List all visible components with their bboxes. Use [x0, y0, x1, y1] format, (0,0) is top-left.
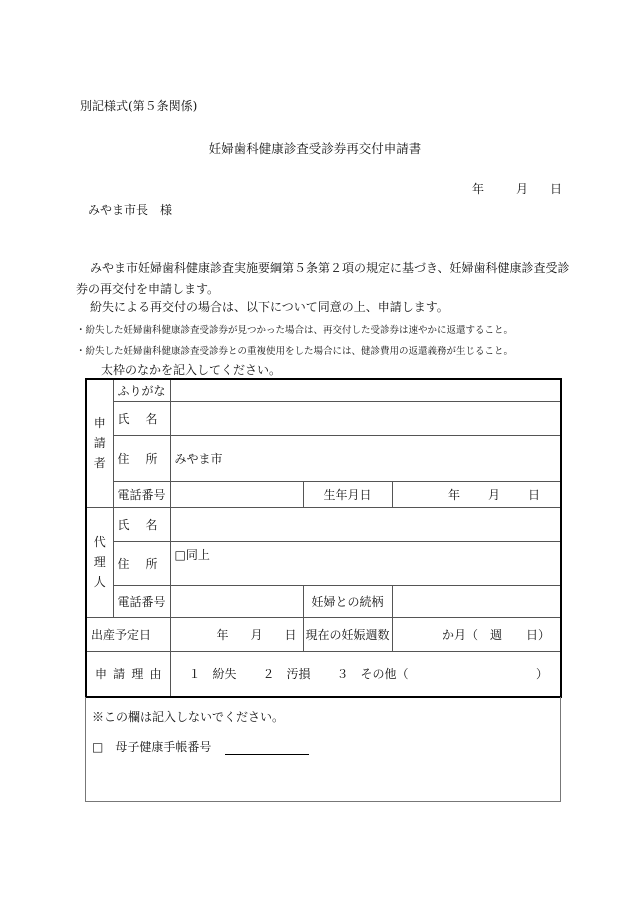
- form-label: 別記様式(第５条関係): [80, 99, 198, 113]
- office-use-note: ※この欄は記入しないでください。: [92, 710, 285, 724]
- addressee: みやま市長 様: [88, 203, 173, 217]
- applicant-section-label: 申 請 者: [86, 379, 113, 507]
- date-month: 月: [516, 182, 529, 196]
- applicant-name-field[interactable]: [170, 401, 561, 435]
- boshi-label: □ 母子健康手帳番号: [92, 740, 212, 754]
- birthdate-label: 生年月日: [303, 481, 392, 507]
- agent-phone-field[interactable]: [170, 585, 303, 617]
- address-prefill: みやま市: [174, 451, 223, 466]
- application-form-table: [85, 378, 562, 698]
- reason-lost[interactable]: １ 紛失: [188, 667, 237, 682]
- application-date: [472, 180, 562, 197]
- note-2: ・紛失した妊婦歯科健康診査受診券との重複使用をした場合には、健診費用の返還義務が生じること。: [76, 346, 514, 357]
- applicant-name-label: 氏 名: [113, 401, 170, 435]
- boshi-techo-number: [92, 738, 309, 755]
- applicant-address-field[interactable]: [170, 435, 561, 481]
- paragraph-2: 紛失による再交付の場合は、以下について同意の上、申請します。: [90, 300, 449, 314]
- reason-other[interactable]: ３ その他（: [336, 667, 409, 682]
- weeks-label: 現在の妊娠週数: [303, 617, 392, 651]
- applicant-phone-label: 電話番号: [113, 481, 170, 507]
- same-as-checkbox[interactable]: □同上: [174, 547, 210, 562]
- reason-label: 申 請 理 由: [86, 651, 170, 697]
- furigana-label: ふりがな: [113, 379, 170, 401]
- agent-section-label: 代 理 人: [86, 507, 113, 617]
- reason-options: [170, 651, 561, 697]
- applicant-phone-field[interactable]: [170, 481, 303, 507]
- document-title: 妊婦歯科健康診査受診券再交付申請書: [208, 141, 422, 156]
- reason-close-paren: ）: [536, 667, 549, 682]
- applicant-address-label: 住 所: [113, 435, 170, 481]
- agent-name-label: 氏 名: [113, 507, 170, 541]
- paragraph-1: みやま市妊婦歯科健康診査実施要綱第５条第２項の規定に基づき、妊婦歯科健康診査受診券の再交付を申請します。: [76, 261, 570, 296]
- reason-damaged[interactable]: ２ 汚損: [262, 667, 311, 682]
- date-year: 年: [472, 182, 485, 196]
- relation-field[interactable]: [392, 585, 561, 617]
- date-day: 日: [550, 182, 563, 196]
- agent-name-field[interactable]: [170, 507, 561, 541]
- relation-label: 妊婦との続柄: [303, 585, 392, 617]
- boshi-number-field[interactable]: [225, 742, 309, 755]
- birthdate-field[interactable]: 年 月 日: [392, 481, 561, 507]
- due-date-field[interactable]: 年 月 日: [170, 617, 303, 651]
- agent-phone-label: 電話番号: [113, 585, 170, 617]
- due-date-label: 出産予定日: [86, 617, 170, 651]
- frame-note: 太枠のなかを記入してください。: [101, 363, 282, 377]
- furigana-field[interactable]: [170, 379, 561, 401]
- note-1: ・紛失した妊婦歯科健康診査受診券が見つかった場合は、再交付した受診券は速やかに返還すること。: [76, 325, 514, 336]
- agent-address-label: 住 所: [113, 541, 170, 585]
- weeks-field[interactable]: か月（ 週 日）: [392, 617, 561, 651]
- agent-address-field[interactable]: [170, 541, 561, 585]
